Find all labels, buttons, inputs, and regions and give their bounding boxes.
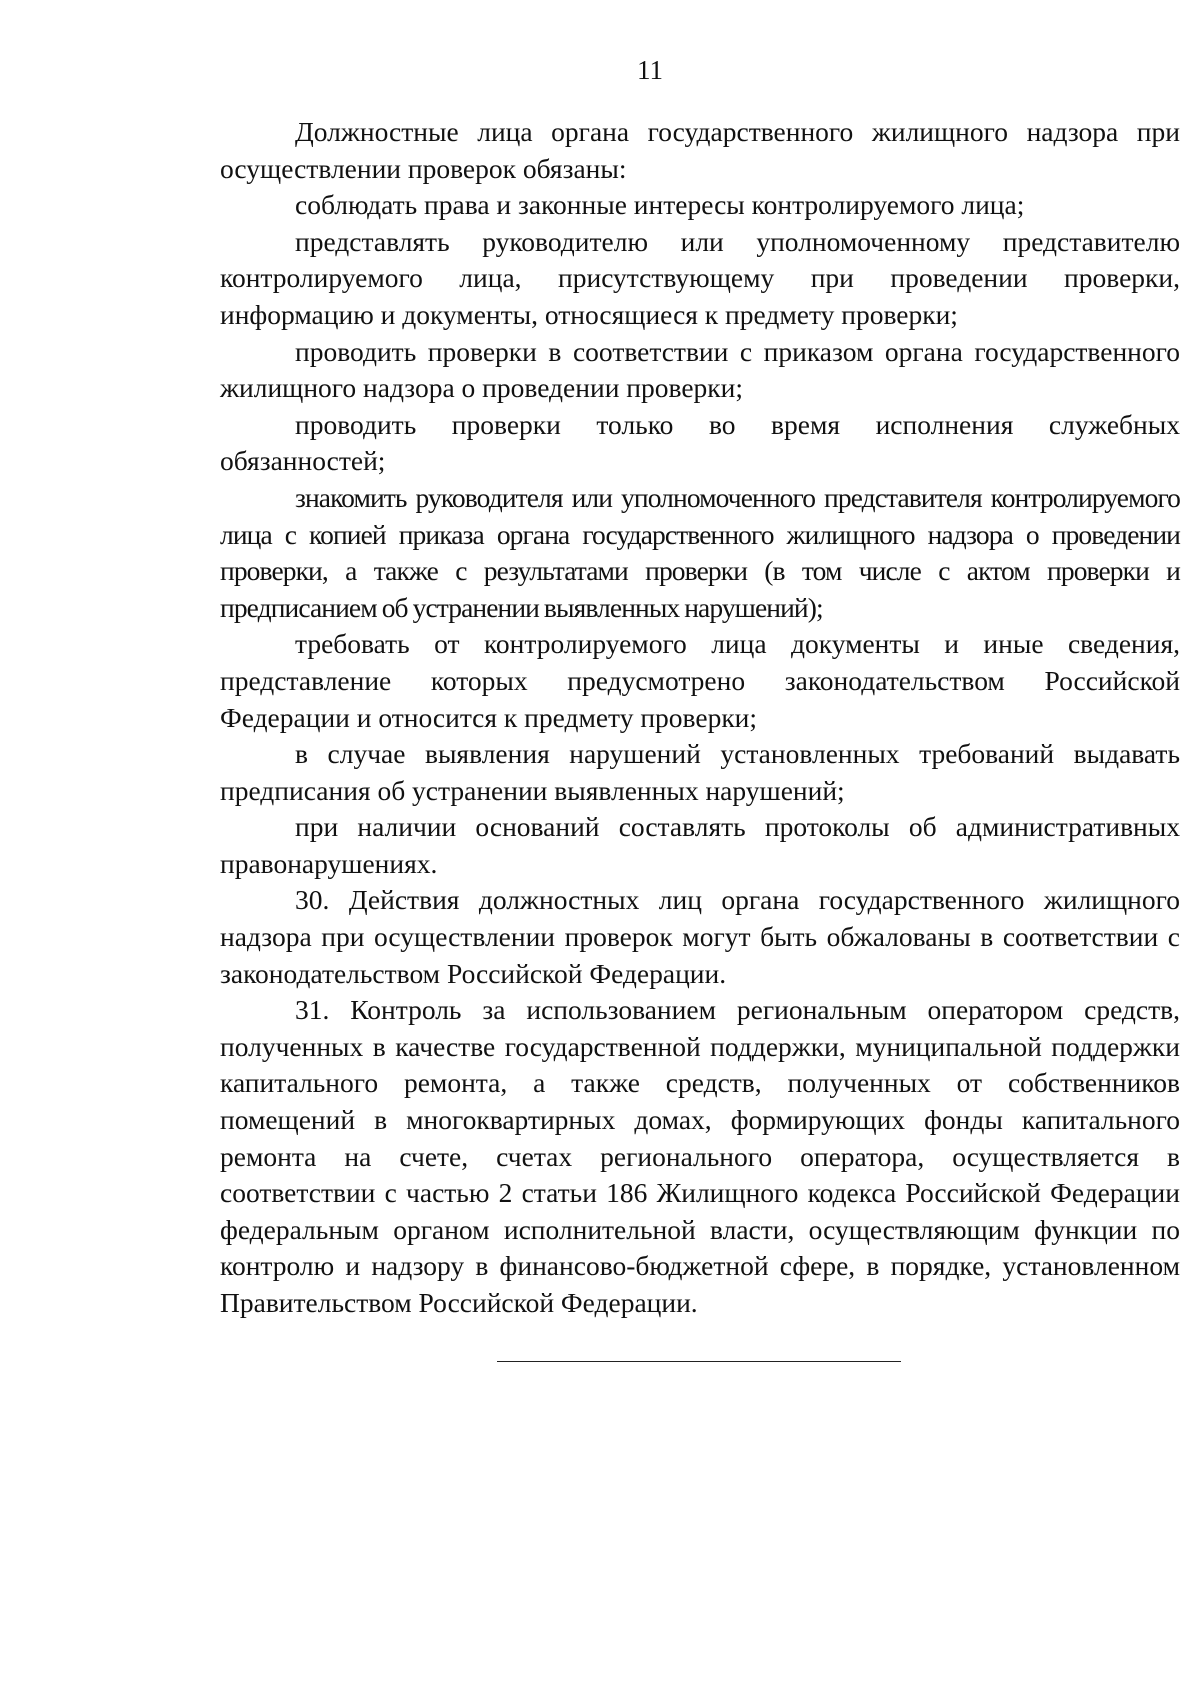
paragraph-administrative-protocols: при наличии оснований составлять протоколы об административных правонарушениях. xyxy=(220,811,1180,879)
paragraph-respect-rights: соблюдать права и законные интересы контролируемого лица; xyxy=(295,189,1025,221)
paragraph-familiarize-results: знакомить руководителя или уполномоченного представителя контролируемого лица с копией приказа органа государственного жилищного надзора о проведении проверки, а также с результатами проверки (в том числе с актом проверки и предписанием об устранении выявленных нарушений); xyxy=(220,481,1180,623)
end-of-document-rule xyxy=(497,1361,901,1362)
paragraph-conduct-per-order: проводить проверки в соответствии с приказом органа государственного жилищного надзора о проведении проверки; xyxy=(220,335,1180,404)
paragraph-working-hours: проводить проверки только во время исполнения служебных обязанностей; xyxy=(220,408,1180,477)
paragraph-request-documents: требовать от контролируемого лица документы и иные сведения, представление которых предусмотрено законодательством Российской Федерации и относится к предмету проверки; xyxy=(220,628,1180,733)
document-body xyxy=(220,114,1180,1322)
page-number: 11 xyxy=(637,55,663,85)
paragraph-31-control: 31. Контроль за использованием региональным оператором средств, полученных в качестве государственной поддержки, муниципальной поддержки капитального ремонта, а также средств, полученных от собственников помещений в многоквартирных домах, формирующих фонды капитального ремонта на счете, счетах регионального оператора, осуществляется в соответствии с частью 2 статьи 186 Жилищного кодекса Российской Федерации федеральным органом исполнительной власти, осуществляющим функции по контролю и надзору в финансово-бюджетной сфере, в порядке, установленном Правительством Российской Федерации. xyxy=(220,994,1180,1318)
paragraph-30-appeal: 30. Действия должностных лиц органа государственного жилищного надзора при осуществлении проверок могут быть обжалованы в соответствии с законодательством Российской Федерации. xyxy=(220,884,1180,989)
paragraph-officials-duties-intro: Должностные лица органа государственного жилищного надзора при осуществлении проверок обязаны: xyxy=(220,116,1180,184)
paragraph-issue-orders: в случае выявления нарушений установленных требований выдавать предписания об устранении выявленных нарушений; xyxy=(220,738,1180,806)
paragraph-provide-information: представлять руководителю или уполномоченному представителю контролируемого лица, присутствующему при проведении проверки, информацию и документы, относящиеся к предмету проверки; xyxy=(220,225,1180,330)
